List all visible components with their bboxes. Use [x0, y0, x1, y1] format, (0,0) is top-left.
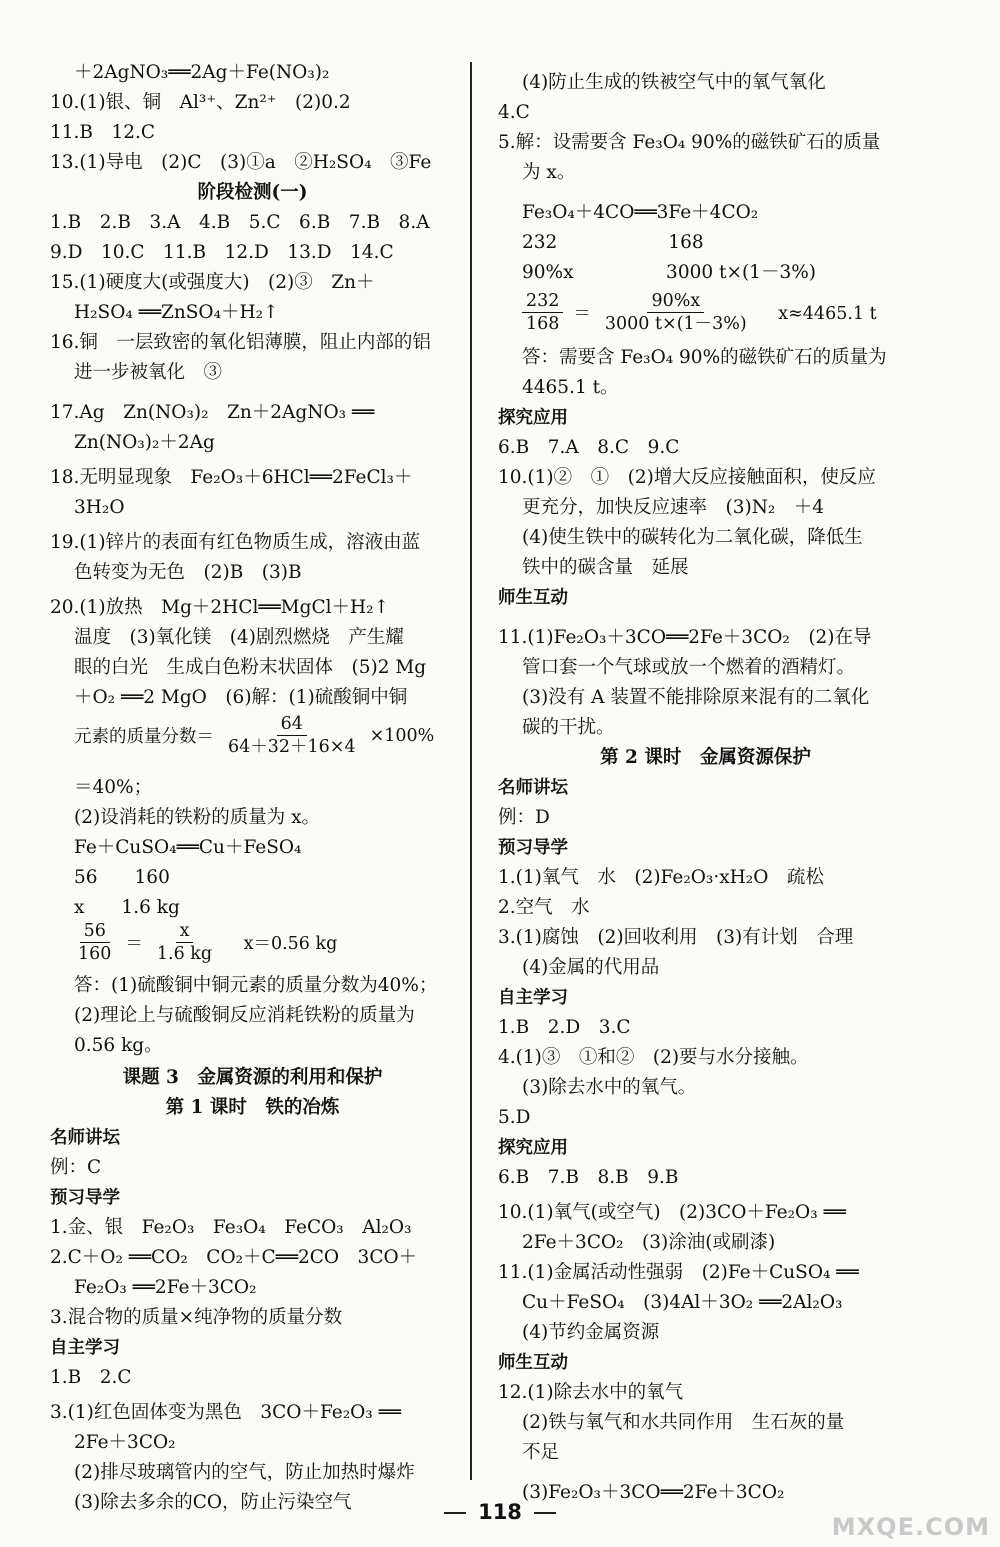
- answer-line: (2)铁与氧气和水共同作用 生石灰的量: [522, 1412, 845, 1433]
- fraction-numerator: 56: [80, 920, 110, 943]
- answer-line: 13.(1)导电 (2)C (3)①a ②H₂SO₄ ③Fe: [50, 152, 432, 173]
- answer-line: 10.(1)② ① (2)增大反应接触面积，使反应: [498, 467, 876, 488]
- section-title: 第 2 课时 金属资源保护: [600, 747, 811, 768]
- equation-row: [522, 290, 877, 335]
- fraction-numerator: x: [176, 920, 194, 943]
- answer-line: (3)Fe₂O₃＋3CO══2Fe＋3CO₂: [522, 1482, 785, 1503]
- answer-line: 3H₂O: [74, 497, 125, 518]
- answer-line: (4)金属的代用品: [522, 957, 660, 978]
- answer-line: 例：C: [50, 1157, 102, 1178]
- answer-line: 4.C: [498, 102, 530, 123]
- answer-line: 进一步被氧化 ③: [74, 362, 223, 383]
- answer-line: 2.C＋O₂ ══CO₂ CO₂＋C══2CO 3CO＋: [50, 1247, 418, 1268]
- answer-line: 更充分，加快反应速率 (3)N₂ ＋4: [522, 497, 825, 518]
- answer-line: 1.B 2.C: [50, 1367, 132, 1388]
- answer-line: (3)没有 A 装置不能排除原来混有的二氧化: [522, 687, 870, 708]
- equation-row: [74, 920, 337, 965]
- answer-line: (2)理论上与硫酸铜反应消耗铁粉的质量为: [74, 1005, 415, 1026]
- answer-line: ＋O₂ ══2 MgO (6)解：(1)硫酸铜中铜: [74, 687, 408, 708]
- answer-line: ＋2AgNO₃══2Ag＋Fe(NO₃)₂: [74, 62, 330, 83]
- section-heading: 探究应用: [498, 408, 568, 428]
- answer-line: 答：(1)硫酸铜中铜元素的质量分数为40%；: [74, 975, 438, 996]
- answer-line: 5.解：设需要含 Fe₃O₄ 90%的磁铁矿石的质量: [498, 132, 881, 153]
- section-heading: 自主学习: [50, 1338, 120, 1358]
- section-heading: 名师讲坛: [50, 1128, 120, 1148]
- section-heading: 自主学习: [498, 988, 568, 1008]
- answer-line: 3.(1)腐蚀 (2)回收利用 (3)有计划 合理: [498, 927, 854, 948]
- fraction-denominator: 1.6 kg: [156, 944, 213, 964]
- answer-line: 18.无明显现象 Fe₂O₃＋6HCl══2FeCl₃＋: [50, 467, 413, 488]
- answer-line: 3.混合物的质量×纯净物的质量分数: [50, 1307, 343, 1328]
- answer-line: (4)使生铁中的碳转化为二氧化碳，降低生: [522, 527, 863, 548]
- section-heading: 预习导学: [498, 838, 568, 858]
- answer-line: 6.B 7.B 8.B 9.B: [498, 1167, 679, 1188]
- answer-line: 19.(1)锌片的表面有红色物质生成，溶液由蓝: [50, 532, 421, 553]
- answer-line: 4.(1)③ ①和② (2)要与水分接触。: [498, 1047, 809, 1068]
- answer-line: 6.B 7.A 8.C 9.C: [498, 437, 680, 458]
- fraction-denominator: 3000 t×(1－3%): [604, 314, 747, 334]
- watermark-logo: MXQE.COM: [831, 1513, 990, 1541]
- answer-line: 不足: [522, 1442, 560, 1463]
- fraction: [224, 713, 360, 758]
- fraction: [522, 290, 563, 335]
- fraction: [74, 920, 115, 965]
- answer-line: 9.D 10.C 11.B 12.D 13.D 14.C: [50, 242, 394, 263]
- answer-line: (2)设消耗的铁粉的质量为 x。: [74, 807, 321, 828]
- answer-line: 11.(1)金属活动性强弱 (2)Fe＋CuSO₄ ══: [498, 1262, 859, 1283]
- answer-line: (3)除去水中的氧气。: [522, 1077, 697, 1098]
- answer-line: Fe₃O₄＋4CO══3Fe＋4CO₂: [522, 202, 759, 223]
- answer-line: 90%x 3000 t×(1－3%): [522, 262, 817, 283]
- answer-line: 0.56 kg。: [74, 1035, 163, 1056]
- answer-line: 铁中的碳含量 延展: [522, 557, 689, 578]
- section-title: 阶段检测(一): [197, 182, 308, 203]
- answer-line: 为 x。: [522, 162, 576, 183]
- section-heading: 师生互动: [498, 1353, 568, 1373]
- answer-line: 答：需要含 Fe₃O₄ 90%的磁铁矿石的质量为: [522, 347, 887, 368]
- answer-line: (4)节约金属资源: [522, 1322, 660, 1343]
- answer-line: 17.Ag Zn(NO₃)₂ Zn＋2AgNO₃ ══: [50, 402, 375, 423]
- equation-row: [74, 713, 434, 758]
- page-number-text: 118: [478, 1500, 522, 1524]
- answer-line: Fe＋CuSO₄══Cu＋FeSO₄: [74, 837, 302, 858]
- answer-line: 11.B 12.C: [50, 122, 156, 143]
- fraction-denominator: 168: [526, 314, 560, 334]
- fraction-numerator: 64: [277, 713, 307, 736]
- answer-line: 温度 (3)氧化镁 (4)剧烈燃烧 产生耀: [74, 627, 404, 648]
- column-divider: [470, 62, 472, 1480]
- answer-line: 4465.1 t。: [522, 377, 619, 398]
- answer-line: 1.B 2.B 3.A 4.B 5.C 6.B 7.B 8.A: [50, 212, 430, 233]
- equation-text: x＝0.56 kg: [226, 934, 338, 954]
- answer-line: 碳的干扰。: [522, 717, 615, 738]
- answer-line: (4)防止生成的铁被空气中的氧气氧化: [522, 72, 826, 93]
- answer-line: (3)除去多余的CO，防止污染空气: [74, 1492, 352, 1513]
- section-title: 第 1 课时 铁的冶炼: [165, 1097, 340, 1118]
- equation-text: x≈4465.1 t: [760, 304, 877, 324]
- answer-line: Zn(NO₃)₂＋2Ag: [74, 432, 215, 453]
- answer-line: x 1.6 kg: [74, 897, 180, 918]
- answer-line: 1.B 2.D 3.C: [498, 1017, 631, 1038]
- answer-line: 5.D: [498, 1107, 531, 1128]
- answer-line: H₂SO₄ ══ZnSO₄＋H₂↑: [74, 302, 279, 323]
- answer-line: (2)排尽玻璃管内的空气，防止加热时爆炸: [74, 1462, 415, 1483]
- equals-sign: ＝: [573, 304, 591, 324]
- section-heading: 探究应用: [498, 1138, 568, 1158]
- equation-text: 元素的质量分数＝: [74, 727, 214, 747]
- answer-line: 12.(1)除去水中的氧气: [498, 1382, 684, 1403]
- fraction-denominator: 160: [78, 944, 112, 964]
- equals-sign: ＝: [125, 934, 143, 954]
- answer-line: 10.(1)银、铜 Al³⁺、Zn²⁺ (2)0.2: [50, 92, 351, 113]
- answer-line: 232 168: [522, 232, 704, 253]
- answer-line: ＝40%；: [74, 777, 153, 798]
- answer-line: 2Fe＋3CO₂: [74, 1432, 176, 1453]
- answer-line: 2.空气 水: [498, 897, 590, 918]
- section-heading: 预习导学: [50, 1188, 120, 1208]
- answer-line: 例：D: [498, 807, 550, 828]
- answer-line: 10.(1)氧气(或空气) (2)3CO＋Fe₂O₃ ══: [498, 1202, 846, 1223]
- answer-line: 2Fe＋3CO₂ (3)涂油(或刷漆): [522, 1232, 776, 1253]
- answer-line: 1.(1)氧气 水 (2)Fe₂O₃·xH₂O 疏松: [498, 867, 824, 888]
- fraction: [153, 920, 216, 965]
- answer-line: 11.(1)Fe₂O₃＋3CO══2Fe＋3CO₂ (2)在导: [498, 627, 872, 648]
- answer-line: 20.(1)放热 Mg＋2HCl══MgCl＋H₂↑: [50, 597, 390, 618]
- fraction: [601, 290, 751, 335]
- equation-text: ×100%: [369, 725, 435, 746]
- answer-line: 3.(1)红色固体变为黑色 3CO＋Fe₂O₃ ══: [50, 1402, 401, 1423]
- section-title: 课题 3 金属资源的利用和保护: [122, 1067, 383, 1088]
- section-heading: 师生互动: [498, 588, 568, 608]
- answer-line: 色转变为无色 (2)B (3)B: [74, 562, 302, 583]
- answer-line: 56 160: [74, 867, 170, 888]
- fraction-numerator: 232: [522, 290, 563, 313]
- section-heading: 名师讲坛: [498, 778, 568, 798]
- answer-line: 1.金、银 Fe₂O₃ Fe₃O₄ FeCO₃ Al₂O₃: [50, 1217, 412, 1238]
- answer-line: Cu＋FeSO₄ (3)4Al＋3O₂ ══2Al₂O₃: [522, 1292, 843, 1313]
- answer-line: 管口套一个气球或放一个燃着的酒精灯。: [522, 657, 856, 678]
- fraction-numerator: 90%x: [647, 290, 704, 313]
- answer-line: 15.(1)硬度大(或强度大) (2)③ Zn＋: [50, 272, 375, 293]
- answer-line: 16.铜 一层致密的氧化铝薄膜，阻止内部的铝: [50, 332, 431, 353]
- answer-line: 眼的白光 生成白色粉末状固体 (5)2 Mg: [74, 657, 427, 678]
- answer-line: Fe₂O₃ ══2Fe＋3CO₂: [74, 1277, 257, 1298]
- fraction-denominator: 64＋32＋16×4: [228, 737, 356, 757]
